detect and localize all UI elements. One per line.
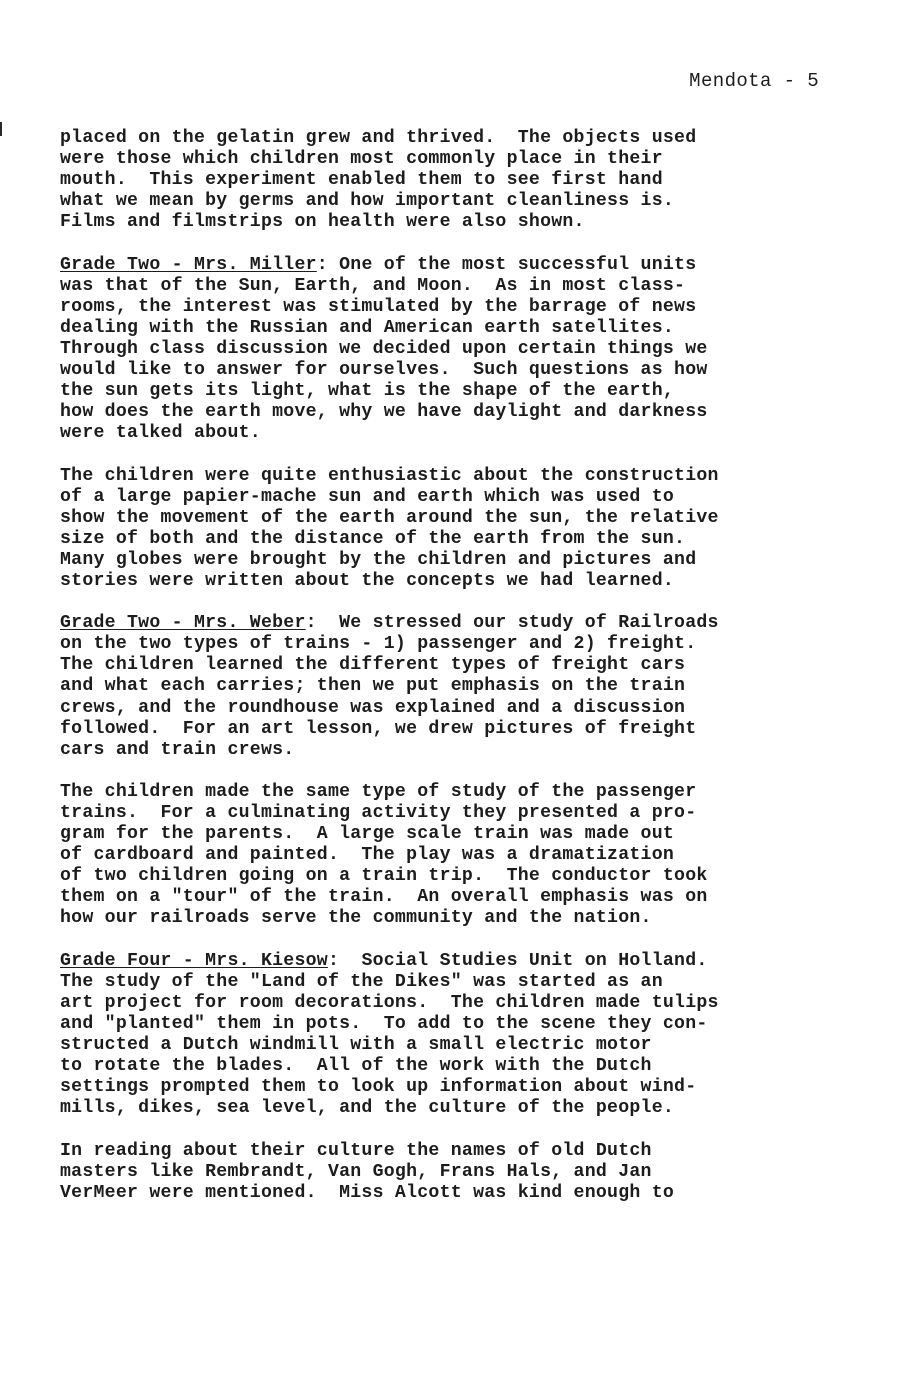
text-line-rest: : One of the most successful units — [316, 254, 697, 275]
paragraph — [60, 128, 840, 233]
paragraph-gap — [60, 592, 840, 613]
text-line: In reading about their culture the names of old Dutch — [60, 1140, 652, 1161]
text-line — [60, 951, 840, 972]
text-line-rest: : We stressed our study of Railroads — [305, 613, 719, 634]
text-line: show the movement of the earth around the sun, the relative — [60, 507, 719, 528]
text-line: gram for the parents. A large scale train was made out — [60, 824, 675, 845]
paragraph — [60, 255, 840, 445]
text-line: structed a Dutch windmill with a small electric motor — [60, 1035, 652, 1056]
text-line: on the two types of trains - 1) passenger and 2) freight. — [60, 634, 697, 655]
paragraph — [60, 466, 840, 593]
text-line: dealing with the Russian and American earth satellites. — [60, 317, 675, 338]
text-line: would like to answer for ourselves. Such questions as how — [60, 360, 708, 381]
text-line: placed on the gelatin grew and thrived. The objects used — [60, 128, 697, 148]
text-line: the sun gets its light, what is the shape of the earth, — [60, 381, 675, 402]
text-line: The study of the "Land of the Dikes" was started as an — [60, 971, 663, 992]
paragraph-gap — [60, 761, 840, 782]
text-line: Films and filmstrips on health were also shown. — [60, 212, 585, 233]
text-line: settings prompted them to look up information about wind- — [60, 1077, 697, 1098]
text-line — [60, 613, 840, 634]
page-number-header: Mendota - 5 — [689, 70, 819, 92]
text-line: stories were written about the concepts we had learned. — [60, 570, 675, 591]
text-line: of cardboard and painted. The play was a dramatization — [60, 845, 675, 866]
paragraph — [60, 613, 840, 761]
text-line: Many globes were brought by the children and pictures and — [60, 549, 697, 570]
document-body — [60, 128, 840, 1204]
text-line: followed. For an art lesson, we drew pictures of freight — [60, 718, 697, 739]
text-line: art project for room decorations. The children made tulips — [60, 992, 719, 1013]
section-heading: Grade Two - Mrs. Miller — [60, 254, 317, 275]
paragraph-gap — [60, 1119, 840, 1140]
paragraph-gap — [60, 233, 840, 254]
text-line: The children were quite enthusiastic about the construction — [60, 465, 719, 486]
text-line: what we mean by germs and how important cleanliness is. — [60, 191, 675, 212]
text-line: masters like Rembrandt, Van Gogh, Frans Hals, and Jan — [60, 1161, 652, 1182]
text-line: rooms, the interest was stimulated by the barrage of news — [60, 296, 697, 317]
section-heading: Grade Two - Mrs. Weber — [60, 613, 306, 634]
text-line: was that of the Sun, Earth, and Moon. As in most class- — [60, 275, 686, 296]
text-line: crews, and the roundhouse was explained and a discussion — [60, 697, 686, 718]
text-line: trains. For a culminating activity they presented a pro- — [60, 803, 697, 823]
paragraph-gap — [60, 930, 840, 951]
text-line: to rotate the blades. All of the work with the Dutch — [60, 1056, 652, 1077]
text-line: how our railroads serve the community and the nation. — [60, 908, 652, 929]
paragraph — [60, 1141, 840, 1204]
text-line: Through class discussion we decided upon certain things we — [60, 338, 708, 359]
text-line: The children made the same type of study of the passenger — [60, 781, 697, 802]
text-line: were talked about. — [60, 423, 261, 444]
text-line — [60, 255, 840, 276]
text-line: and "planted" them in pots. To add to the scene they con- — [60, 1013, 708, 1034]
text-line: of two children going on a train trip. The conductor took — [60, 866, 708, 887]
paragraph-gap — [60, 444, 840, 465]
text-line: mills, dikes, sea level, and the culture of the people. — [60, 1098, 675, 1119]
margin-mark — [0, 122, 2, 136]
text-line: of a large papier-mache sun and earth which was used to — [60, 486, 675, 507]
paragraph — [60, 782, 840, 930]
section-heading: Grade Four - Mrs. Kiesow — [60, 950, 328, 971]
text-line: cars and train crews. — [60, 739, 295, 760]
text-line-rest: : Social Studies Unit on Holland. — [327, 950, 708, 971]
text-line: mouth. This experiment enabled them to see first hand — [60, 170, 663, 191]
text-line: size of both and the distance of the earth from the sun. — [60, 528, 686, 549]
text-line: and what each carries; then we put emphasis on the train — [60, 676, 686, 697]
text-line: them on a "tour" of the train. An overall emphasis was on — [60, 887, 708, 908]
text-line: how does the earth move, why we have daylight and darkness — [60, 402, 708, 423]
paragraph — [60, 951, 840, 1120]
text-line: The children learned the different types of freight cars — [60, 655, 686, 676]
text-line: VerMeer were mentioned. Miss Alcott was kind enough to — [60, 1182, 675, 1203]
text-line: were those which children most commonly place in their — [60, 149, 663, 170]
